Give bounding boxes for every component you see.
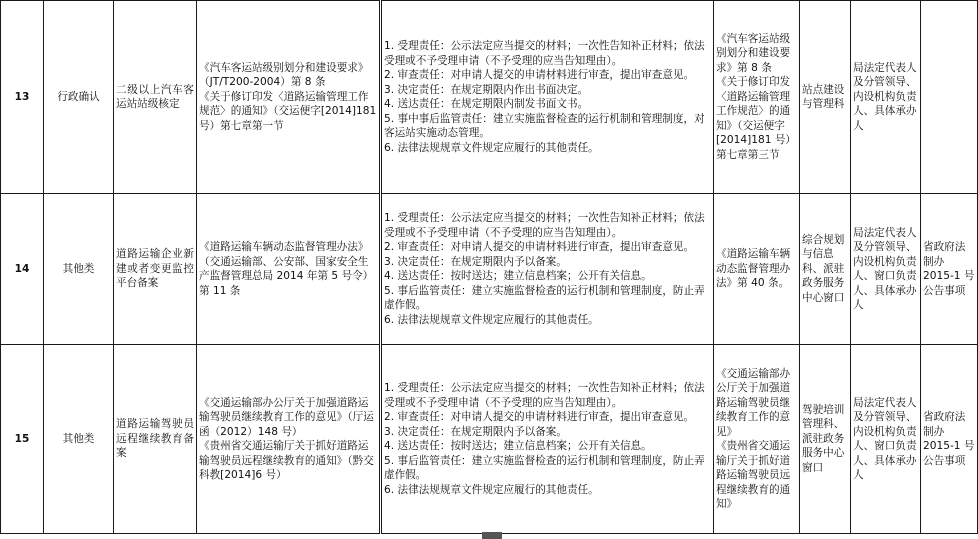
responsibility-basis: 《汽车客运站级别划分和建设要求》第 8 条 《关于修订印发〈道路运输管理工作规范〉的通知》（交运便字[2014]181 号）第七章第三节 bbox=[714, 1, 800, 194]
responsibility-basis: 《交通运输部办公厅关于加强道路运输驾驶员继续教育工作的意见》 《贵州省交通运输厅关于抓好道路运输驾驶员远程继续教育的通知》 bbox=[714, 345, 800, 534]
responsible-person: 局法定代表人及分管领导、内设机构负责人、具体承办人 bbox=[851, 1, 921, 194]
remarks: 省政府法制办 2015-1 号公告事项 bbox=[921, 194, 978, 345]
responsible-department: 站点建设与管理科 bbox=[800, 1, 851, 194]
item-name: 二级以上汽车客运站站级核定 bbox=[114, 1, 197, 194]
responsibility-item: 2. 审查责任：对申请人提交的申请材料进行审查，提出审查意见。 bbox=[384, 69, 695, 81]
item-type: 行政确认 bbox=[44, 1, 114, 194]
responsibility-item: 4. 送达责任：按时送达；建立信息档案；公开有关信息。 bbox=[384, 270, 652, 282]
responsibility-item: 5. 事后监管责任：建立实施监督检查的运行机制和管理制度，防止弄虚作假。 bbox=[384, 454, 705, 481]
responsibility-item: 4. 送达责任：在规定期限内制发书面文书。 bbox=[384, 98, 589, 110]
responsibility-list bbox=[381, 1, 714, 194]
responsibility-item: 2. 审查责任：对申请人提交的申请材料进行审查，提出审查意见。 bbox=[384, 411, 695, 423]
responsibility-item: 1. 受理责任：公示法定应当提交的材料；一次性告知补正材料；依法受理或不予受理申请（不予受理的应当告知理由）。 bbox=[384, 40, 705, 67]
row-number: 15 bbox=[1, 345, 44, 534]
remarks: 省政府法制办 2015-1 号公告事项 bbox=[921, 345, 978, 534]
responsibility-item: 5. 事后监管责任：建立实施监督检查的运行机制和管理制度，防止弄虚作假。 bbox=[384, 284, 705, 311]
responsibility-item: 1. 受理责任：公示法定应当提交的材料；一次性告知补正材料；依法受理或不予受理申请（不予受理的应当告知理由）。 bbox=[384, 212, 705, 239]
responsibility-item: 3. 决定责任：在规定期限内予以备案。 bbox=[384, 425, 567, 438]
responsibility-item: 6. 法律法规规章文件规定应履行的其他责任。 bbox=[384, 483, 599, 496]
table-row bbox=[1, 1, 978, 194]
page-scroll-handle[interactable] bbox=[482, 532, 502, 539]
responsibility-item: 6. 法律法规规章文件规定应履行的其他责任。 bbox=[384, 141, 599, 154]
table-row bbox=[1, 345, 978, 534]
responsible-department: 综合规划与信息科、派驻政务服务中心窗口 bbox=[800, 194, 851, 345]
responsibility-item: 3. 决定责任：在规定期限内予以备案。 bbox=[384, 255, 567, 268]
responsible-person: 局法定代表人及分管领导、内设机构负责人、窗口负责人、具体承办人 bbox=[851, 194, 921, 345]
responsibility-list bbox=[381, 194, 714, 345]
item-type: 其他类 bbox=[44, 345, 114, 534]
responsible-person: 局法定代表人及分管领导、内设机构负责人、窗口负责人、具体承办人 bbox=[851, 345, 921, 534]
responsibility-item: 3. 决定责任：在规定期限内作出书面决定。 bbox=[384, 83, 589, 96]
legal-basis: 《汽车客运站级别划分和建设要求》（JT/T200-2004）第 8 条 《关于修订印发〈道路运输管理工作规范〉的通知》（交运便字[2014]181 号）第七章第一节 bbox=[197, 1, 381, 194]
responsible-department: 驾驶培训管理科、派驻政务服务中心窗口 bbox=[800, 345, 851, 534]
responsibility-item: 1. 受理责任：公示法定应当提交的材料；一次性告知补正材料；依法受理或不予受理申请（不予受理的应当告知理由）。 bbox=[384, 382, 705, 409]
row-number: 13 bbox=[1, 1, 44, 194]
responsibility-basis: 《道路运输车辆动态监督管理办法》第 40 条。 bbox=[714, 194, 800, 345]
responsibility-item: 4. 送达责任：按时送达；建立信息档案；公开有关信息。 bbox=[384, 440, 652, 452]
responsibility-item: 6. 法律法规规章文件规定应履行的其他责任。 bbox=[384, 313, 599, 326]
responsibility-item: 2. 审查责任：对申请人提交的申请材料进行审查，提出审查意见。 bbox=[384, 241, 695, 253]
responsibility-item: 5. 事中事后监管责任：建立实施监督检查的运行机制和管理制度，对客运站实施动态管理。 bbox=[384, 112, 705, 139]
item-type: 其他类 bbox=[44, 194, 114, 345]
legal-basis: 《交通运输部办公厅关于加强道路运输驾驶员继续教育工作的意见》（厅运函（2012）148 号） 《贵州省交通运输厅关于抓好道路运输驾驶员远程继续教育的通知》（黔交科教[2014]6 号） bbox=[197, 345, 381, 534]
table-row bbox=[1, 194, 978, 345]
responsibility-list bbox=[381, 345, 714, 534]
item-name: 道路运输驾驶员远程继续教育备案 bbox=[114, 345, 197, 534]
row-number: 14 bbox=[1, 194, 44, 345]
remarks bbox=[921, 1, 978, 194]
legal-basis: 《道路运输车辆动态监督管理办法》（交通运输部、公安部、国家安全生产监督管理总局 2014 年第 5 号令）第 11 条 bbox=[197, 194, 381, 345]
item-name: 道路运输企业新建或者变更监控平台备案 bbox=[114, 194, 197, 345]
